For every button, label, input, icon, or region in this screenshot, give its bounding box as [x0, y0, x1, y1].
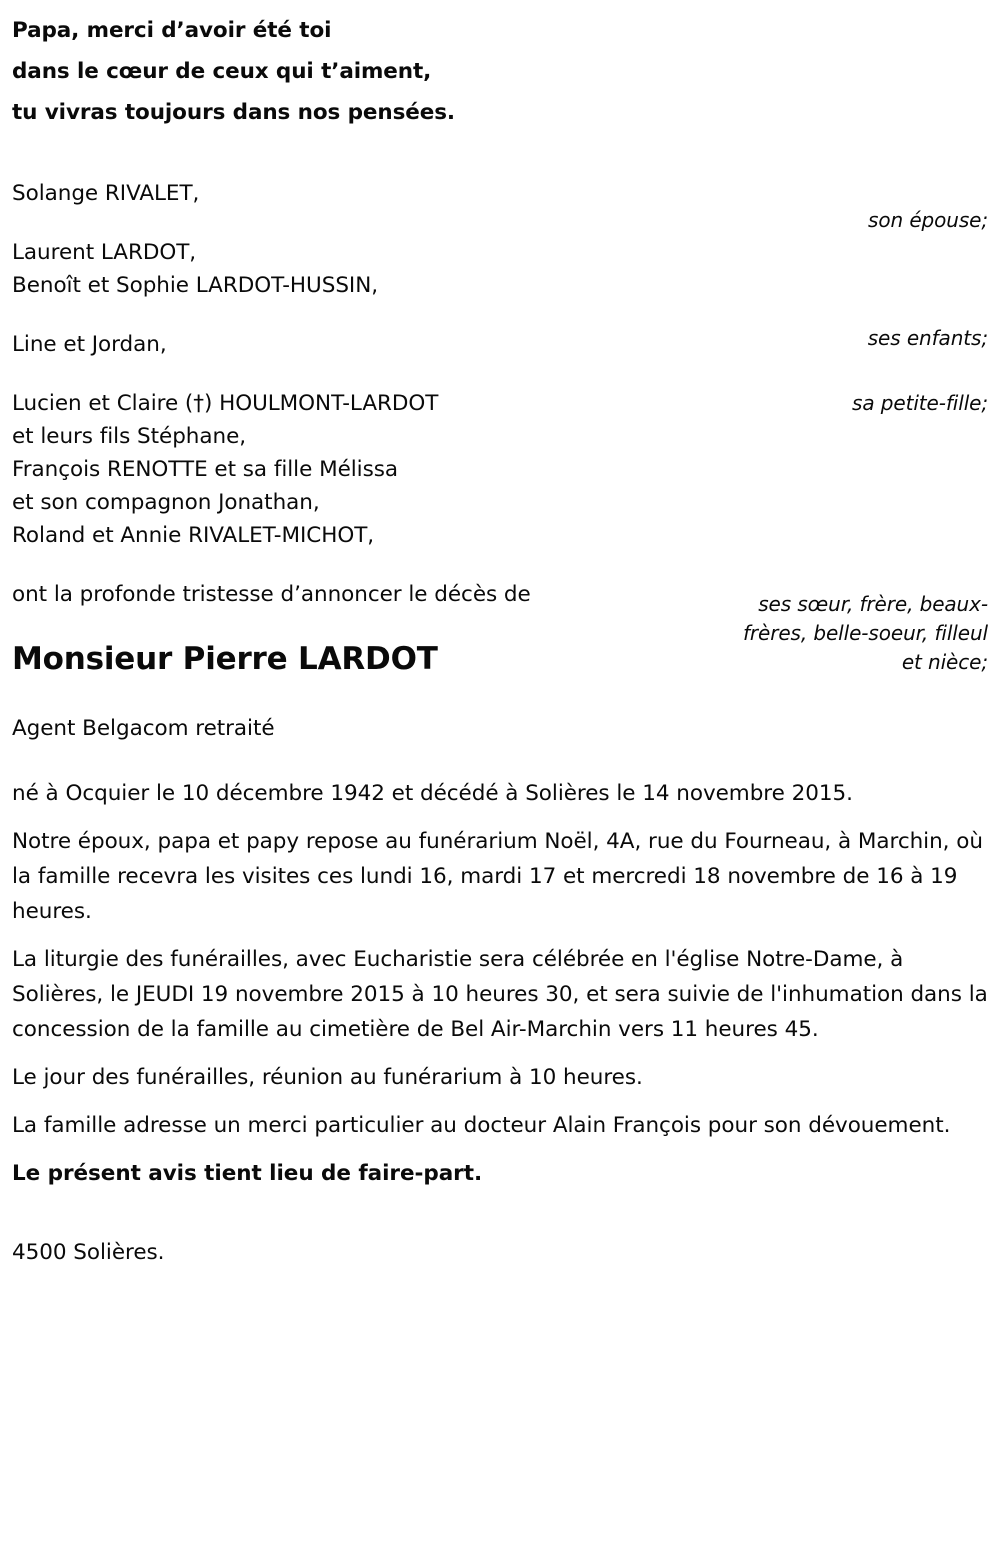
paragraph-gathering: Le jour des funérailles, réunion au funérarium à 10 heures. [12, 1065, 643, 1090]
epitaph-verse [12, 10, 988, 133]
relation-label-grandchild: sa petite-fille; [852, 391, 988, 415]
epitaph-line: dans le cœur de ceux qui t’aiment, [12, 59, 432, 84]
deceased-name: Monsieur Pierre LARDOT [12, 641, 438, 677]
family-member-name: Roland et Annie RIVALET-MICHOT, [12, 523, 375, 548]
family-member-name: Lucien et Claire (†) HOULMONT-LARDOT [12, 391, 439, 416]
family-member-name: et son compagnon Jonathan, [12, 490, 320, 515]
announcement-line: ont la profonde tristesse d’annoncer le décès de [12, 582, 531, 607]
family-group [12, 328, 500, 361]
family-member-name: Laurent LARDOT, [12, 240, 197, 265]
family-names-column [12, 177, 500, 552]
family-member-name: Line et Jordan, [12, 332, 167, 357]
family-member-name: Benoît et Sophie LARDOT-HUSSIN, [12, 273, 379, 298]
body-text [12, 776, 988, 1191]
family-relations-column [500, 177, 988, 674]
epitaph-line: tu vivras toujours dans nos pensées. [12, 100, 455, 125]
relation-label-children: ses enfants; [867, 326, 988, 350]
relation-label-spouse: son épouse; [868, 208, 988, 232]
paragraph-birth-death: né à Ocquier le 10 décembre 1942 et décédé à Solières le 14 novembre 2015. [12, 781, 853, 806]
family-member-name: et leurs fils Stéphane, [12, 424, 247, 449]
family-group [12, 236, 500, 302]
family-member-name: François RENOTTE et sa fille Mélissa [12, 457, 399, 482]
family-member-name: Solange RIVALET, [12, 181, 200, 206]
epitaph-line: Papa, merci d’avoir été toi [12, 18, 332, 43]
family-group [12, 387, 500, 552]
paragraph-funerarium: Notre époux, papa et papy repose au funérarium Noël, 4A, rue du Fourneau, à Marchin, où la famille recevra les visites ces lundi 16, mardi 17 et mercredi 18 novembre de 16 à 19 heures. [12, 829, 983, 924]
paragraph-liturgy: La liturgie des funérailles, avec Eucharistie sera célébrée en l'église Notre-Dame, à Solières, le JEUDI 19 novembre 2015 à 10 heures 30, et sera suivie de l'inhumation dans la concession de la famille au cimetière de Bel Air-Marchin vers 11 heures 45. [12, 947, 988, 1042]
paragraph-thanks: La famille adresse un merci particulier au docteur Alain François pour son dévouement. [12, 1113, 951, 1138]
relation-label-siblings: ses sœur, frère, beaux-frères, belle-soeur, filleul et nièce; [742, 592, 988, 674]
paragraph-notice-statement: Le présent avis tient lieu de faire-part. [12, 1161, 483, 1186]
deceased-profession: Agent Belgacom retraité [12, 716, 275, 741]
closing-address: 4500 Solières. [12, 1240, 165, 1265]
family-group [12, 177, 500, 210]
